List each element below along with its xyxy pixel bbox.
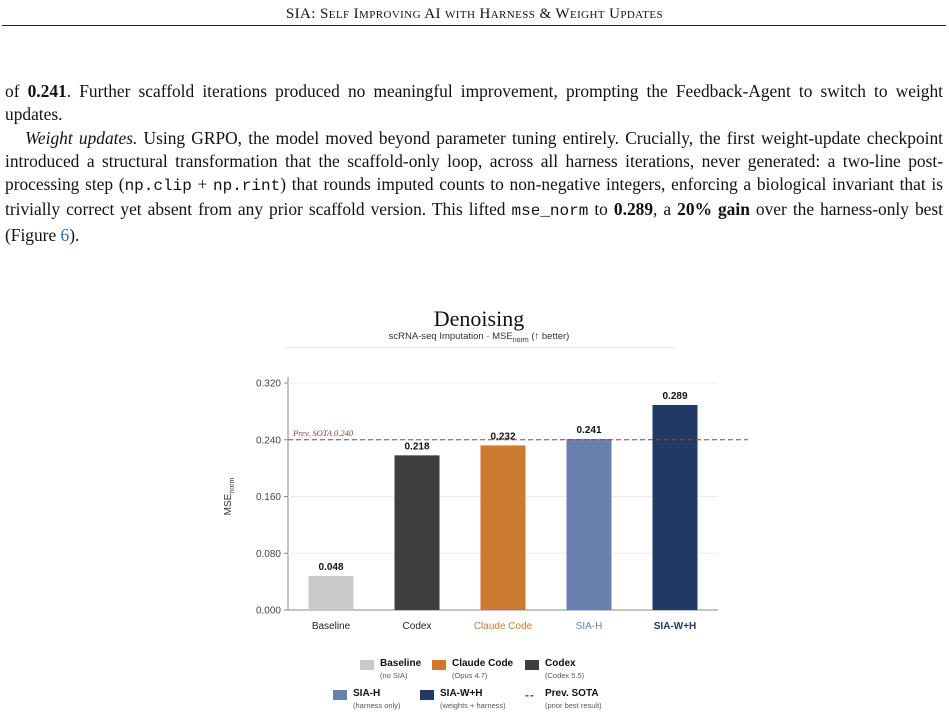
text-run: of: [5, 81, 28, 101]
legend-sublabel: (Codex 5.5): [545, 671, 585, 680]
legend-label: SIA-H: [353, 688, 381, 699]
x-tick-label: SIA-W+H: [653, 621, 697, 632]
code-text: np.clip: [124, 177, 192, 196]
code-text: np.rint: [213, 177, 281, 196]
figure-reference-link[interactable]: 6: [60, 224, 70, 245]
running-header: SIA: Self Improving AI with Harness & Weight Updates: [285, 6, 664, 22]
text-run: over the harness-only best (Figure: [5, 199, 943, 245]
run-in-heading: Weight updates.: [25, 127, 138, 148]
legend-label: Codex: [545, 658, 576, 669]
legend-sublabel: (Opus 4.7): [452, 671, 488, 680]
bold-text: 0.289: [613, 199, 654, 220]
text-run: ).: [69, 224, 80, 245]
y-tick-label: 0.160: [255, 492, 281, 503]
legend-label: Claude Code: [452, 658, 514, 669]
x-tick-label: Baseline: [311, 621, 351, 632]
x-tick-label: Claude Code: [473, 621, 533, 632]
legend-swatch: [360, 660, 374, 670]
bar: [481, 445, 526, 610]
legend-sublabel: (prior best result): [545, 701, 602, 710]
header-rule: [2, 25, 946, 26]
reference-line-label: Prev. SOTA 0.240: [293, 427, 354, 438]
legend-swatch: [432, 660, 446, 670]
text-run: ) that rounds imputed counts to non-negative integers, enforcing a biological invariant that is trivially correct yet absent from any prior scaffold version. This lifted: [5, 174, 943, 220]
paragraph: [5, 127, 943, 247]
y-tick-label: 0.240: [255, 435, 281, 447]
bar: [395, 455, 440, 610]
y-tick-label: 0.000: [255, 605, 281, 617]
y-axis-label-sub: norm: [229, 477, 236, 494]
legend-sublabel: (weights + harness): [440, 701, 506, 710]
bar-value-label: 0.048: [318, 561, 344, 573]
subtitle-prefix: scRNA-seq Imputation · MSE: [388, 331, 513, 342]
text-run: , a: [653, 199, 678, 220]
legend-label: Prev. SOTA: [545, 688, 599, 699]
bar-value-label: 0.218: [404, 441, 430, 453]
subtitle-suffix: (↑ better): [528, 331, 570, 342]
bar-value-label: 0.241: [576, 425, 602, 437]
figure-title: Denoising: [433, 306, 525, 331]
bold-text: 0.241: [27, 81, 67, 101]
subtitle-subscript: norm: [512, 336, 529, 344]
bar-value-label: 0.232: [490, 431, 516, 443]
text-run: +: [191, 174, 213, 195]
bar-chart: [200, 300, 758, 652]
text-run: Using GRPO, the model moved beyond parameter tuning entirely. Crucially, the first weight-update checkpoint introduced a structural transformation that the scaffold-only loop, across all harness iterations, never generated: a two-line post-processing step (: [5, 127, 943, 195]
legend-sublabel: (no SIA): [380, 671, 408, 680]
legend-swatch: [525, 660, 539, 670]
legend-label: SIA-W+H: [440, 688, 483, 699]
paragraph: [5, 80, 943, 127]
legend-swatch: [333, 690, 347, 700]
bold-text: 20% gain: [677, 199, 750, 220]
bar-value-label: 0.289: [662, 390, 688, 402]
y-tick-label: 0.320: [255, 378, 281, 390]
y-axis-label-main: MSE: [223, 493, 234, 516]
legend-label: Baseline: [380, 658, 422, 669]
body-text: [5, 80, 943, 247]
legend-swatch: [420, 690, 434, 700]
bar: [567, 439, 612, 610]
legend-sublabel: (harness only): [353, 701, 401, 710]
y-tick-label: 0.080: [255, 548, 281, 560]
x-tick-label: Codex: [402, 621, 432, 632]
figure-denoising: [200, 300, 760, 720]
text-run: . Further scaffold iterations produced no meaningful improvement, prompting the Feedback-Agent to switch to weight updates.: [5, 81, 944, 125]
code-text: mse_norm: [511, 202, 589, 221]
y-axis-label: [223, 478, 236, 516]
bar: [309, 576, 354, 610]
text-run: to: [588, 199, 614, 220]
bar: [653, 405, 698, 610]
legend-dash-swatch: --: [525, 688, 535, 702]
x-tick-label: SIA-H: [575, 621, 603, 632]
